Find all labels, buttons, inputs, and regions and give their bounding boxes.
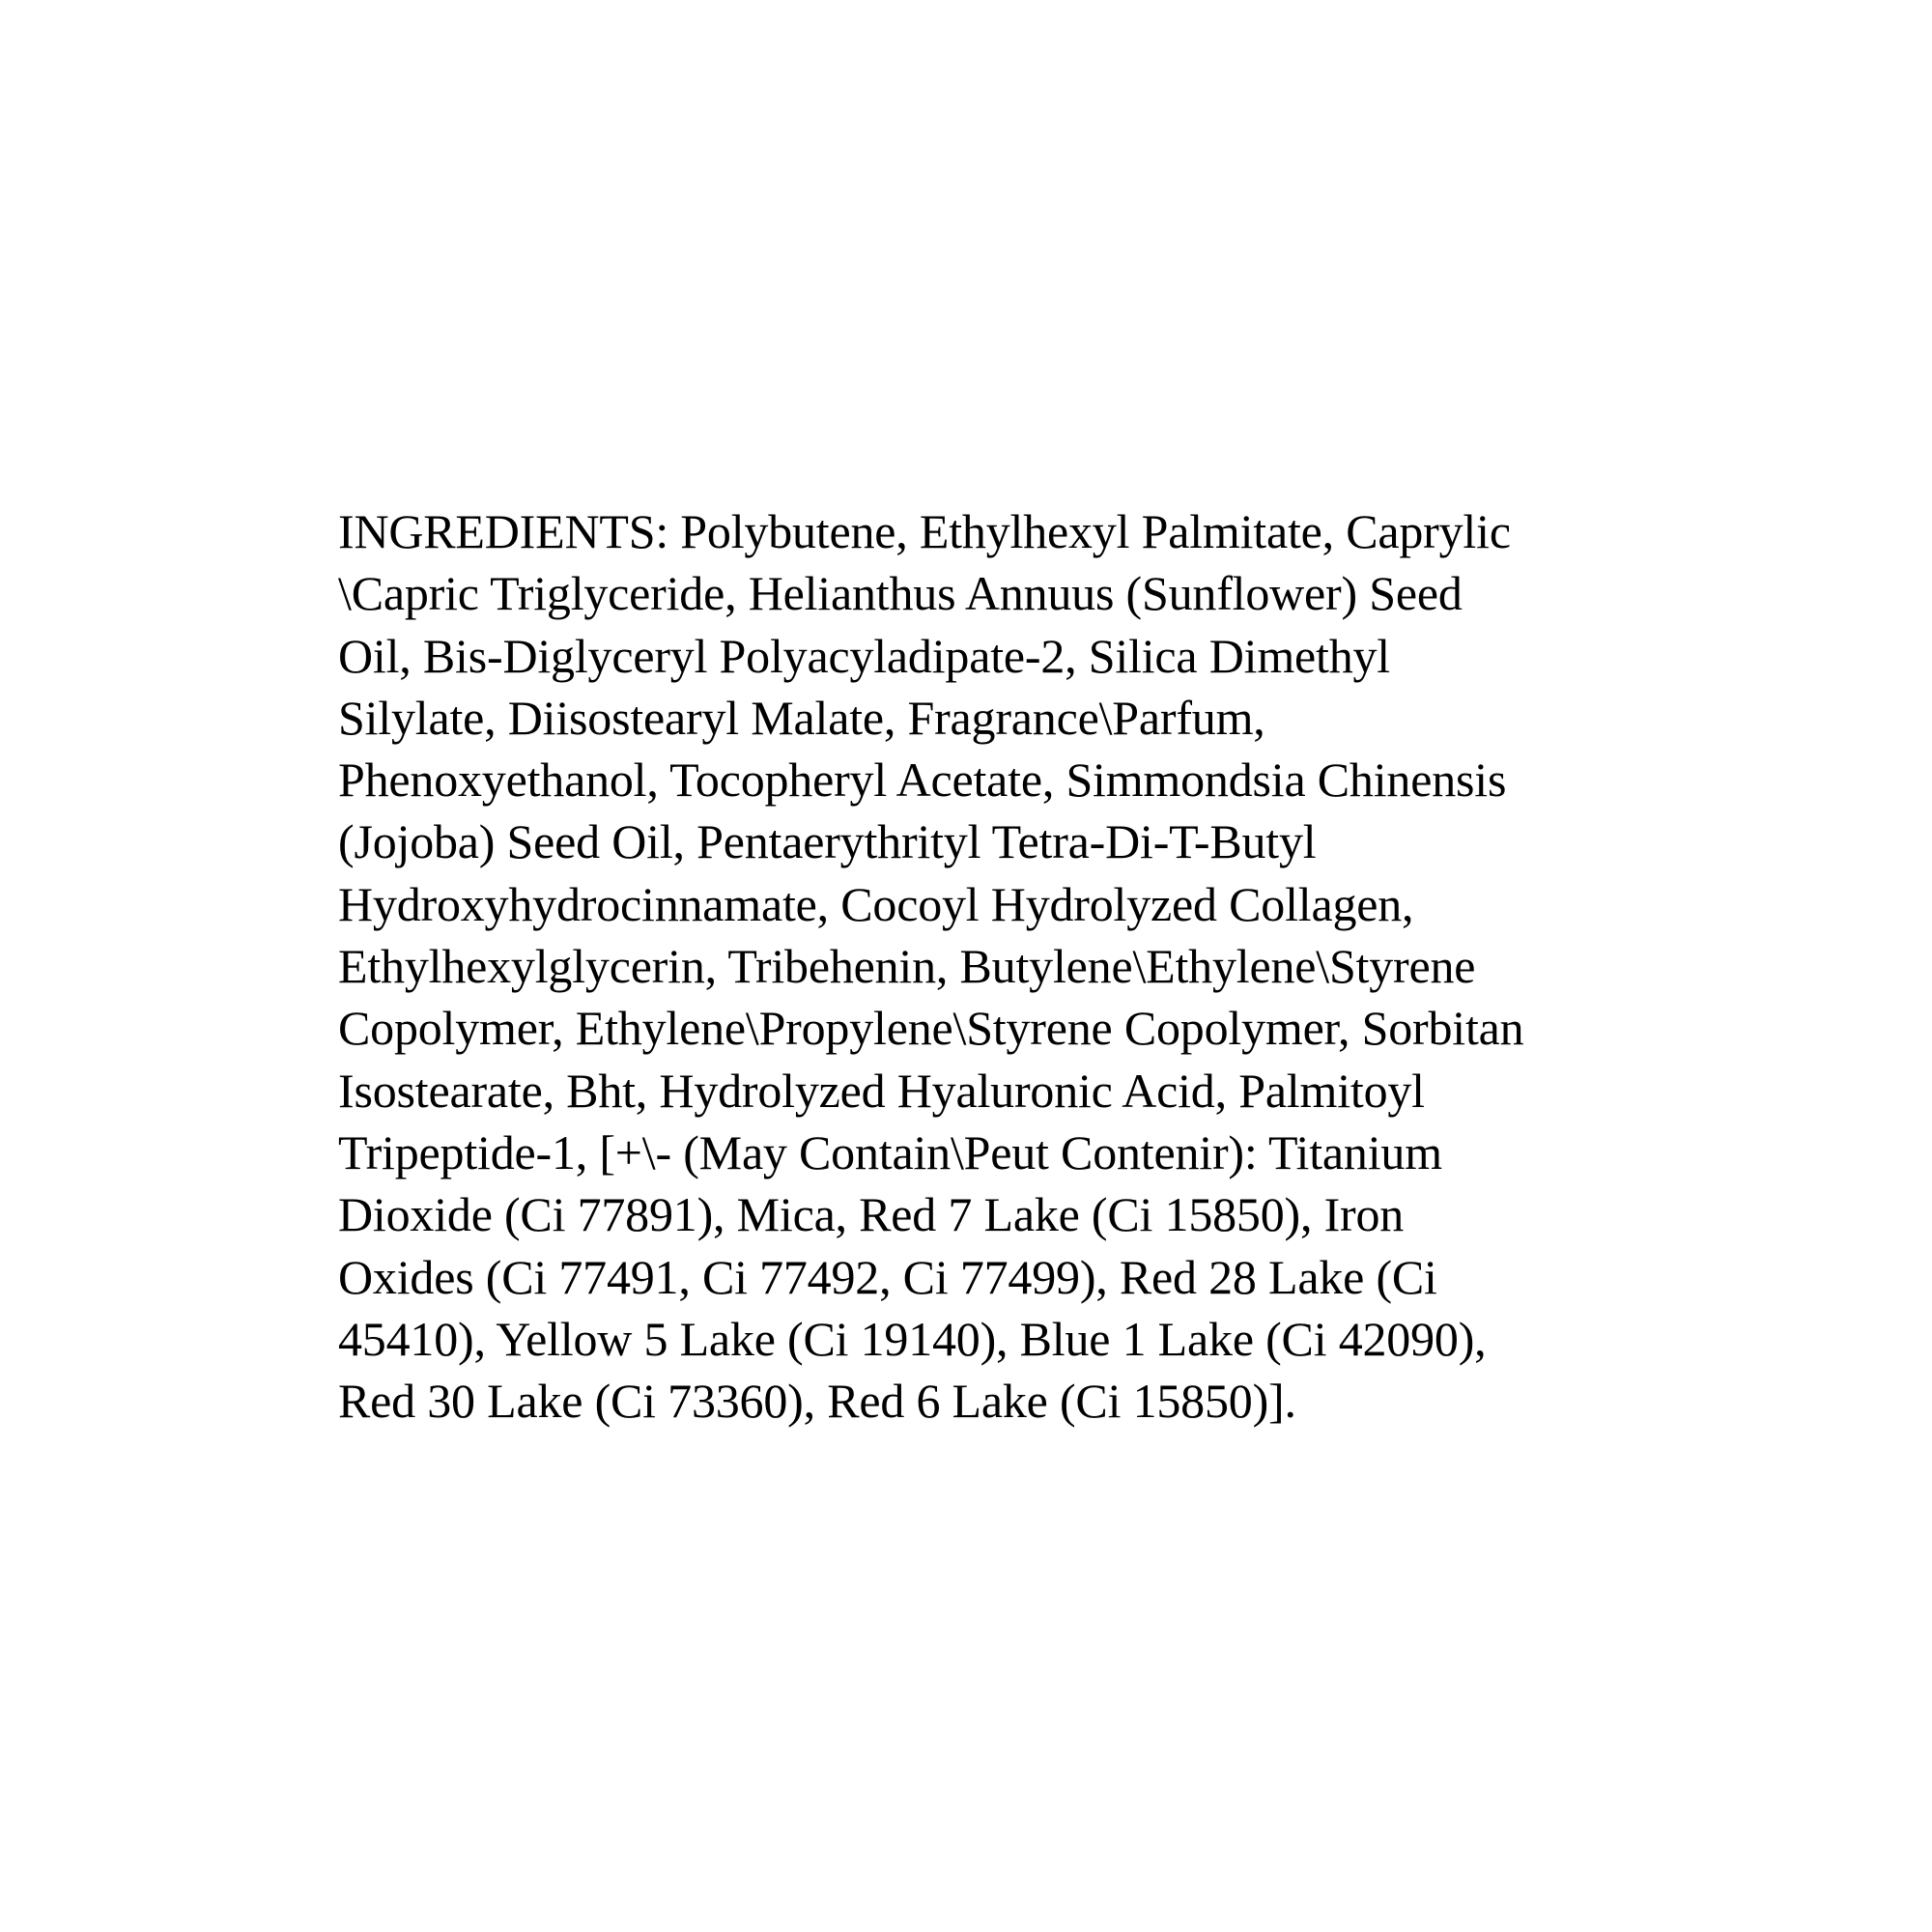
ingredients-line: Phenoxyethanol, Tocopheryl Acetate, Simmondsia Chinensis: [338, 753, 1507, 808]
ingredients-line: Oil, Bis-Diglyceryl Polyacyladipate-2, Silica Dimethyl: [338, 628, 1390, 683]
ingredients-line: Hydroxyhydrocinnamate, Cocoyl Hydrolyzed Collagen,: [338, 876, 1414, 931]
ingredients-line: Oxides (Ci 77491, Ci 77492, Ci 77499), Red 28 Lake (Ci: [338, 1249, 1437, 1304]
ingredients-line: Tripeptide-1, [+\- (May Contain\Peut Contenir): Titanium: [338, 1124, 1442, 1179]
ingredients-line: (Jojoba) Seed Oil, Pentaerythrityl Tetra-Di-T-Butyl: [338, 814, 1317, 869]
ingredients-line: Copolymer, Ethylene\Propylene\Styrene Copolymer, Sorbitan: [338, 1001, 1524, 1056]
ingredients-line: INGREDIENTS: Polybutene, Ethylhexyl Palmitate, Caprylic: [338, 504, 1511, 558]
ingredients-line: Silylate, Diisostearyl Malate, Fragrance\Parfum,: [338, 690, 1265, 745]
ingredients-line: 45410), Yellow 5 Lake (Ci 19140), Blue 1 Lake (Ci 42090),: [338, 1311, 1487, 1366]
ingredients-line: Isostearate, Bht, Hydrolyzed Hyaluronic Acid, Palmitoyl: [338, 1063, 1425, 1118]
ingredients-text-block: [338, 500, 1671, 1432]
ingredients-line: Dioxide (Ci 77891), Mica, Red 7 Lake (Ci 15850), Iron: [338, 1187, 1405, 1242]
ingredients-line: Ethylhexylglycerin, Tribehenin, Butylene\Ethylene\Styrene: [338, 939, 1476, 994]
ingredients-line: \Capric Triglyceride, Helianthus Annuus (Sunflower) Seed: [338, 566, 1463, 621]
ingredients-line: Red 30 Lake (Ci 73360), Red 6 Lake (Ci 15850)].: [338, 1374, 1296, 1429]
